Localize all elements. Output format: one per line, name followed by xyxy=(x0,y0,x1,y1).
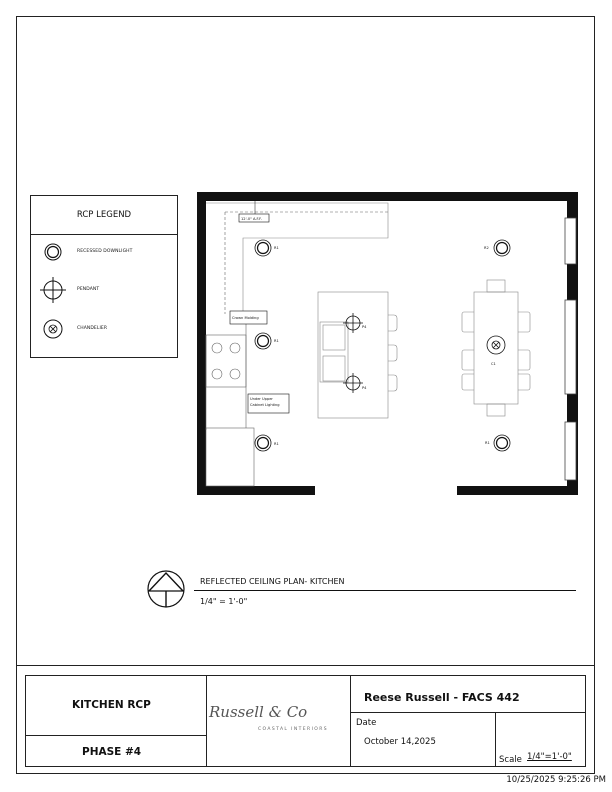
legend-label-pendant: PENDANT xyxy=(77,287,100,292)
recessed-downlight-icon xyxy=(45,244,61,260)
pendant-icon xyxy=(40,277,66,303)
fixture-label-r1-d: R1 xyxy=(485,441,490,445)
company-logo-subtext: COASTAL INTERIORS xyxy=(258,727,329,732)
chandelier-fixture xyxy=(487,336,505,354)
cooktop-cabinet xyxy=(206,315,254,486)
pendant-fixtures xyxy=(343,313,363,393)
scale-value: 1/4"=1'-0" xyxy=(527,752,572,762)
company-logo: Russell & Co xyxy=(209,703,308,721)
print-timestamp: 10/25/2025 9:25:26 PM xyxy=(506,775,606,785)
legend-label-recessed: RECESSED DOWNLIGHT xyxy=(77,249,133,254)
fixture-label-r1-c: R1 xyxy=(274,442,279,446)
legend-label-chandelier: CHANDELIER xyxy=(77,326,108,331)
soffit-outline xyxy=(206,203,388,314)
plan-title: REFLECTED CEILING PLAN- KITCHEN xyxy=(200,577,345,586)
kitchen-ceiling-plan xyxy=(195,190,580,500)
crown-molding-line xyxy=(225,212,388,314)
legend-symbols xyxy=(31,196,179,359)
date-label: Date xyxy=(356,718,377,728)
legend-title: RCP LEGEND xyxy=(31,196,177,235)
fixture-label-r1-a: R1 xyxy=(274,246,279,250)
under-cabinet-text-line1: Under Upper xyxy=(250,397,273,401)
fixture-label-r2: R2 xyxy=(484,246,489,250)
crown-molding-text: Crown Molding xyxy=(232,316,259,320)
fixture-label-p4-a: P4 xyxy=(362,325,367,329)
fixture-label-r1-b: R1 xyxy=(274,339,279,343)
scale-label: Scale xyxy=(499,755,522,765)
kitchen-island xyxy=(318,292,397,418)
fixture-label-p4-b: P4 xyxy=(362,386,367,390)
chandelier-icon xyxy=(44,320,62,338)
crown-molding-tag xyxy=(230,311,267,324)
date-value: October 14,2025 xyxy=(364,737,436,747)
ceiling-height-text: 12'-0" A.F.F. xyxy=(241,217,262,221)
fixture-label-c1: C1 xyxy=(491,362,496,366)
plan-title-underline xyxy=(194,590,576,591)
rcp-legend xyxy=(30,195,178,358)
under-cabinet-tag xyxy=(248,394,289,413)
windows xyxy=(565,218,576,480)
plan-scale: 1/4" = 1'-0" xyxy=(200,597,248,606)
dining-table xyxy=(462,280,530,416)
under-cabinet-text-line2: Cabinet Lighting xyxy=(250,403,280,407)
sheet-title: KITCHEN RCP xyxy=(72,699,151,711)
ceiling-height-tag xyxy=(239,201,269,222)
phase-label: PHASE #4 xyxy=(82,746,142,758)
recessed-downlight-fixtures xyxy=(255,240,510,451)
title-block-divider xyxy=(16,665,595,666)
orientation-symbol-icon xyxy=(145,568,187,610)
logo-cell xyxy=(206,675,351,767)
designer-name: Reese Russell - FACS 442 xyxy=(364,691,520,704)
